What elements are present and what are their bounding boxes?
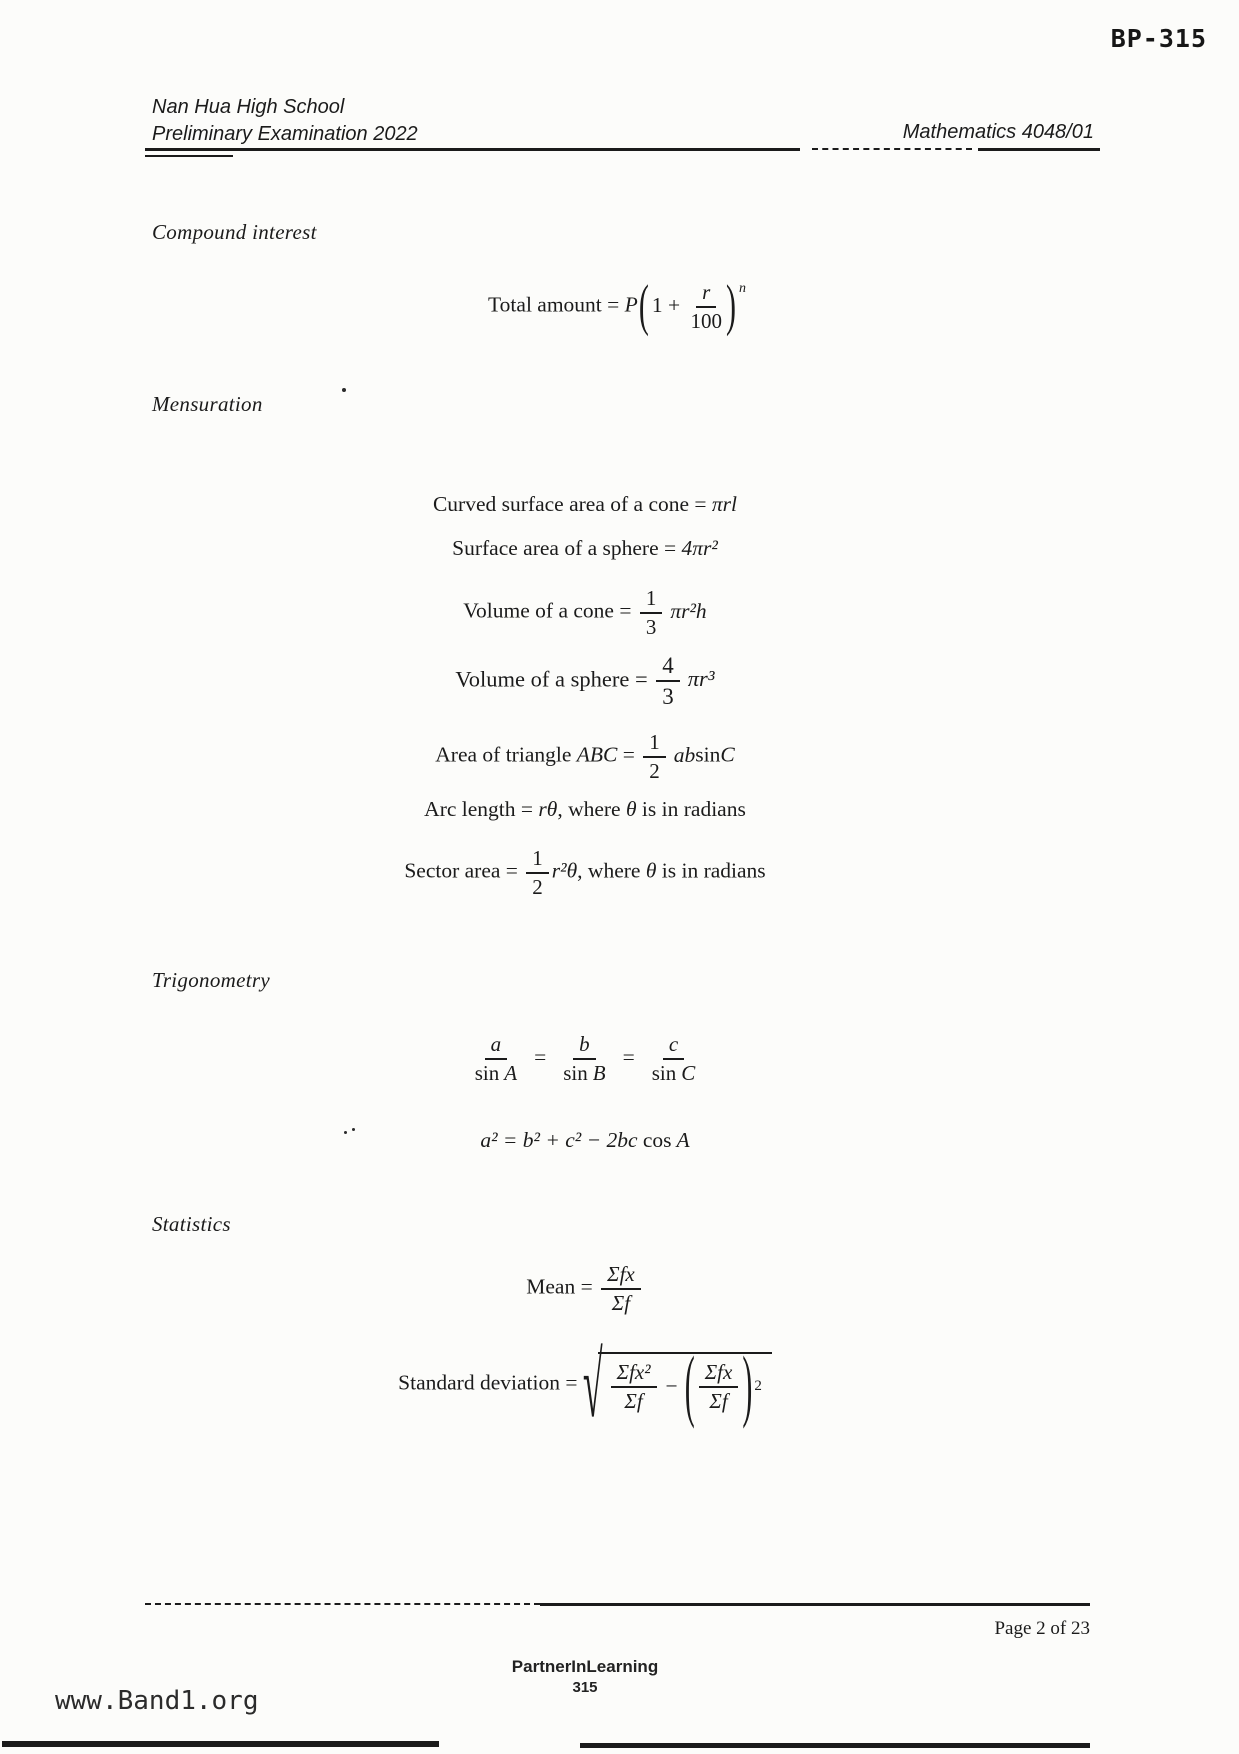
bottom-scan-bar-left (2, 1741, 439, 1747)
triangle-numerator: 1 (643, 730, 666, 758)
volume-sphere-denominator: 3 (662, 684, 674, 710)
sphere-surface-lhs: Surface area of a sphere = (452, 536, 682, 560)
volume-sphere-rhs: πr³ (687, 666, 715, 692)
compound-one-plus: 1 + (651, 292, 686, 317)
sin-label: sin (651, 1060, 677, 1085)
sine-b-numerator: b (573, 1032, 596, 1060)
sine-rule-fraction-b (563, 1032, 605, 1086)
cos-label: cos (642, 1128, 672, 1152)
sd-fraction-1 (611, 1360, 657, 1414)
arc-lhs: Arc length = (424, 797, 539, 821)
sine-rule-fraction-c (652, 1032, 696, 1086)
volume-cone-numerator: 1 (640, 586, 663, 614)
rate-numerator: r (696, 280, 716, 308)
bottom-scan-bar-right (580, 1743, 1090, 1748)
site-url: www.Band1.org (55, 1686, 259, 1716)
header-exam: Preliminary Examination 2022 (152, 123, 418, 145)
footer-rule-left (145, 1603, 540, 1606)
volume-cone-fraction (640, 586, 663, 640)
sine-c-denominator (652, 1060, 696, 1086)
header-rule-underline (145, 155, 233, 157)
triangle-denominator: 2 (649, 758, 660, 783)
section-heading-statistics: Statistics (152, 1212, 231, 1236)
header-rule-middle (812, 148, 972, 151)
mean-denominator: Σf (611, 1290, 631, 1315)
formula-compound-interest (127, 274, 1107, 338)
sin-label: sin (474, 1060, 500, 1085)
cosine-rule-left: a² = b² + c² − 2bc (480, 1128, 643, 1152)
bp-number: BP-315 (1110, 24, 1207, 53)
watermark-line2: 315 (572, 1679, 598, 1696)
section-heading-compound-interest: Compound interest (152, 220, 317, 244)
formula-standard-deviation (95, 1334, 1075, 1437)
triangle-fraction (643, 730, 666, 784)
sd-radicand (598, 1340, 772, 1430)
header-subject: Mathematics 4048/01 (902, 121, 1094, 143)
formula-volume-cone (95, 586, 1075, 640)
sd-frac1-denominator: Σf (624, 1388, 643, 1413)
page-number: Page 2 of 23 (994, 1618, 1090, 1639)
volume-sphere-fraction (656, 652, 680, 710)
cone-surface-rhs: πrl (711, 492, 738, 516)
volume-sphere-numerator: 4 (656, 652, 680, 682)
cone-surface-lhs: Curved surface area of a cone = (432, 492, 712, 516)
triangle-abc: ABC (576, 742, 618, 767)
left-paren: ( (638, 274, 649, 338)
sector-rhs: r²θ (551, 858, 578, 883)
sd-fraction-2 (699, 1360, 739, 1414)
sine-c-numerator: c (663, 1032, 684, 1060)
right-paren: ) (725, 274, 736, 338)
sine-a-numerator: a (485, 1032, 508, 1060)
formula-sine-rule (95, 1032, 1075, 1086)
triangle-equals: = (617, 742, 641, 767)
arc-where: , where (557, 797, 626, 821)
scan-artifact (342, 388, 346, 392)
sine-rule-fraction-a (475, 1032, 517, 1086)
formula-volume-sphere (95, 652, 1075, 710)
sd-lhs: Standard deviation = (398, 1370, 583, 1395)
triangle-c: C (720, 742, 735, 767)
sector-lhs: Sector area = (404, 858, 524, 883)
compound-exponent: n (738, 280, 746, 296)
sd-exponent: 2 (754, 1378, 762, 1395)
compound-lhs: Total amount = (488, 292, 625, 317)
formula-mean (95, 1262, 1075, 1316)
header-school: Nan Hua High School (152, 96, 345, 118)
formula-arc-length (95, 797, 1075, 822)
formula-sphere-surface (95, 536, 1075, 561)
arc-radians: is in radians (636, 797, 746, 821)
sine-a-denominator (475, 1060, 517, 1086)
compound-rate-fraction (690, 280, 722, 334)
volume-sphere-lhs: Volume of a sphere = (455, 666, 654, 692)
angle-C: C (681, 1060, 696, 1085)
formula-cone-surface (95, 492, 1075, 517)
arc-rhs: rθ (538, 797, 558, 821)
sector-where: , where (577, 858, 646, 883)
left-paren: ( (684, 1340, 695, 1430)
sector-numerator: 1 (526, 846, 549, 874)
radical-sign: √ (582, 1334, 603, 1437)
volume-cone-denominator: 3 (645, 614, 657, 639)
watermark-line1: PartnerInLearning (511, 1657, 659, 1676)
arc-theta: θ (625, 797, 637, 821)
triangle-sin: sin (695, 742, 721, 767)
sector-denominator: 2 (532, 874, 543, 899)
header-rule-left (145, 148, 800, 151)
footer-rule-right (540, 1603, 1090, 1606)
formula-triangle-area (95, 730, 1075, 784)
formula-sector-area (95, 846, 1075, 900)
sin-label: sin (563, 1060, 588, 1085)
sd-frac2-denominator: Σf (709, 1388, 728, 1413)
triangle-lhs: Area of triangle (435, 742, 577, 767)
equals-sign: = (534, 1044, 547, 1069)
sector-fraction (526, 846, 549, 900)
sd-frac1-numerator: Σfx² (611, 1360, 657, 1388)
volume-cone-lhs: Volume of a cone = (463, 598, 637, 623)
sine-b-denominator (563, 1060, 605, 1086)
mean-numerator: Σfx (601, 1262, 641, 1290)
mean-fraction (601, 1262, 641, 1316)
formula-cosine-rule (95, 1128, 1075, 1153)
mean-lhs: Mean = (526, 1274, 599, 1299)
right-paren: ) (742, 1340, 753, 1430)
triangle-ab: ab (673, 742, 696, 767)
section-heading-mensuration: Mensuration (152, 392, 263, 416)
sector-theta: θ (645, 858, 657, 883)
header-school-block (152, 94, 418, 148)
header-rule-right (978, 148, 1100, 151)
rate-denominator: 100 (690, 308, 722, 333)
scan-artifact (352, 1128, 355, 1131)
scan-artifact (344, 1131, 347, 1134)
angle-A: A (504, 1060, 518, 1085)
equals-sign: = (622, 1044, 635, 1069)
sphere-surface-rhs: 4πr² (681, 536, 718, 560)
minus-sign: − (665, 1374, 678, 1399)
angle-B: B (592, 1060, 606, 1085)
compound-principal: P (624, 292, 638, 317)
sd-square-root (582, 1334, 772, 1437)
volume-cone-rhs: πr²h (670, 598, 707, 623)
section-heading-trigonometry: Trigonometry (152, 968, 270, 992)
sector-radians: is in radians (656, 858, 766, 883)
cosine-rule-A: A (671, 1128, 690, 1152)
sd-frac2-numerator: Σfx (699, 1360, 739, 1388)
